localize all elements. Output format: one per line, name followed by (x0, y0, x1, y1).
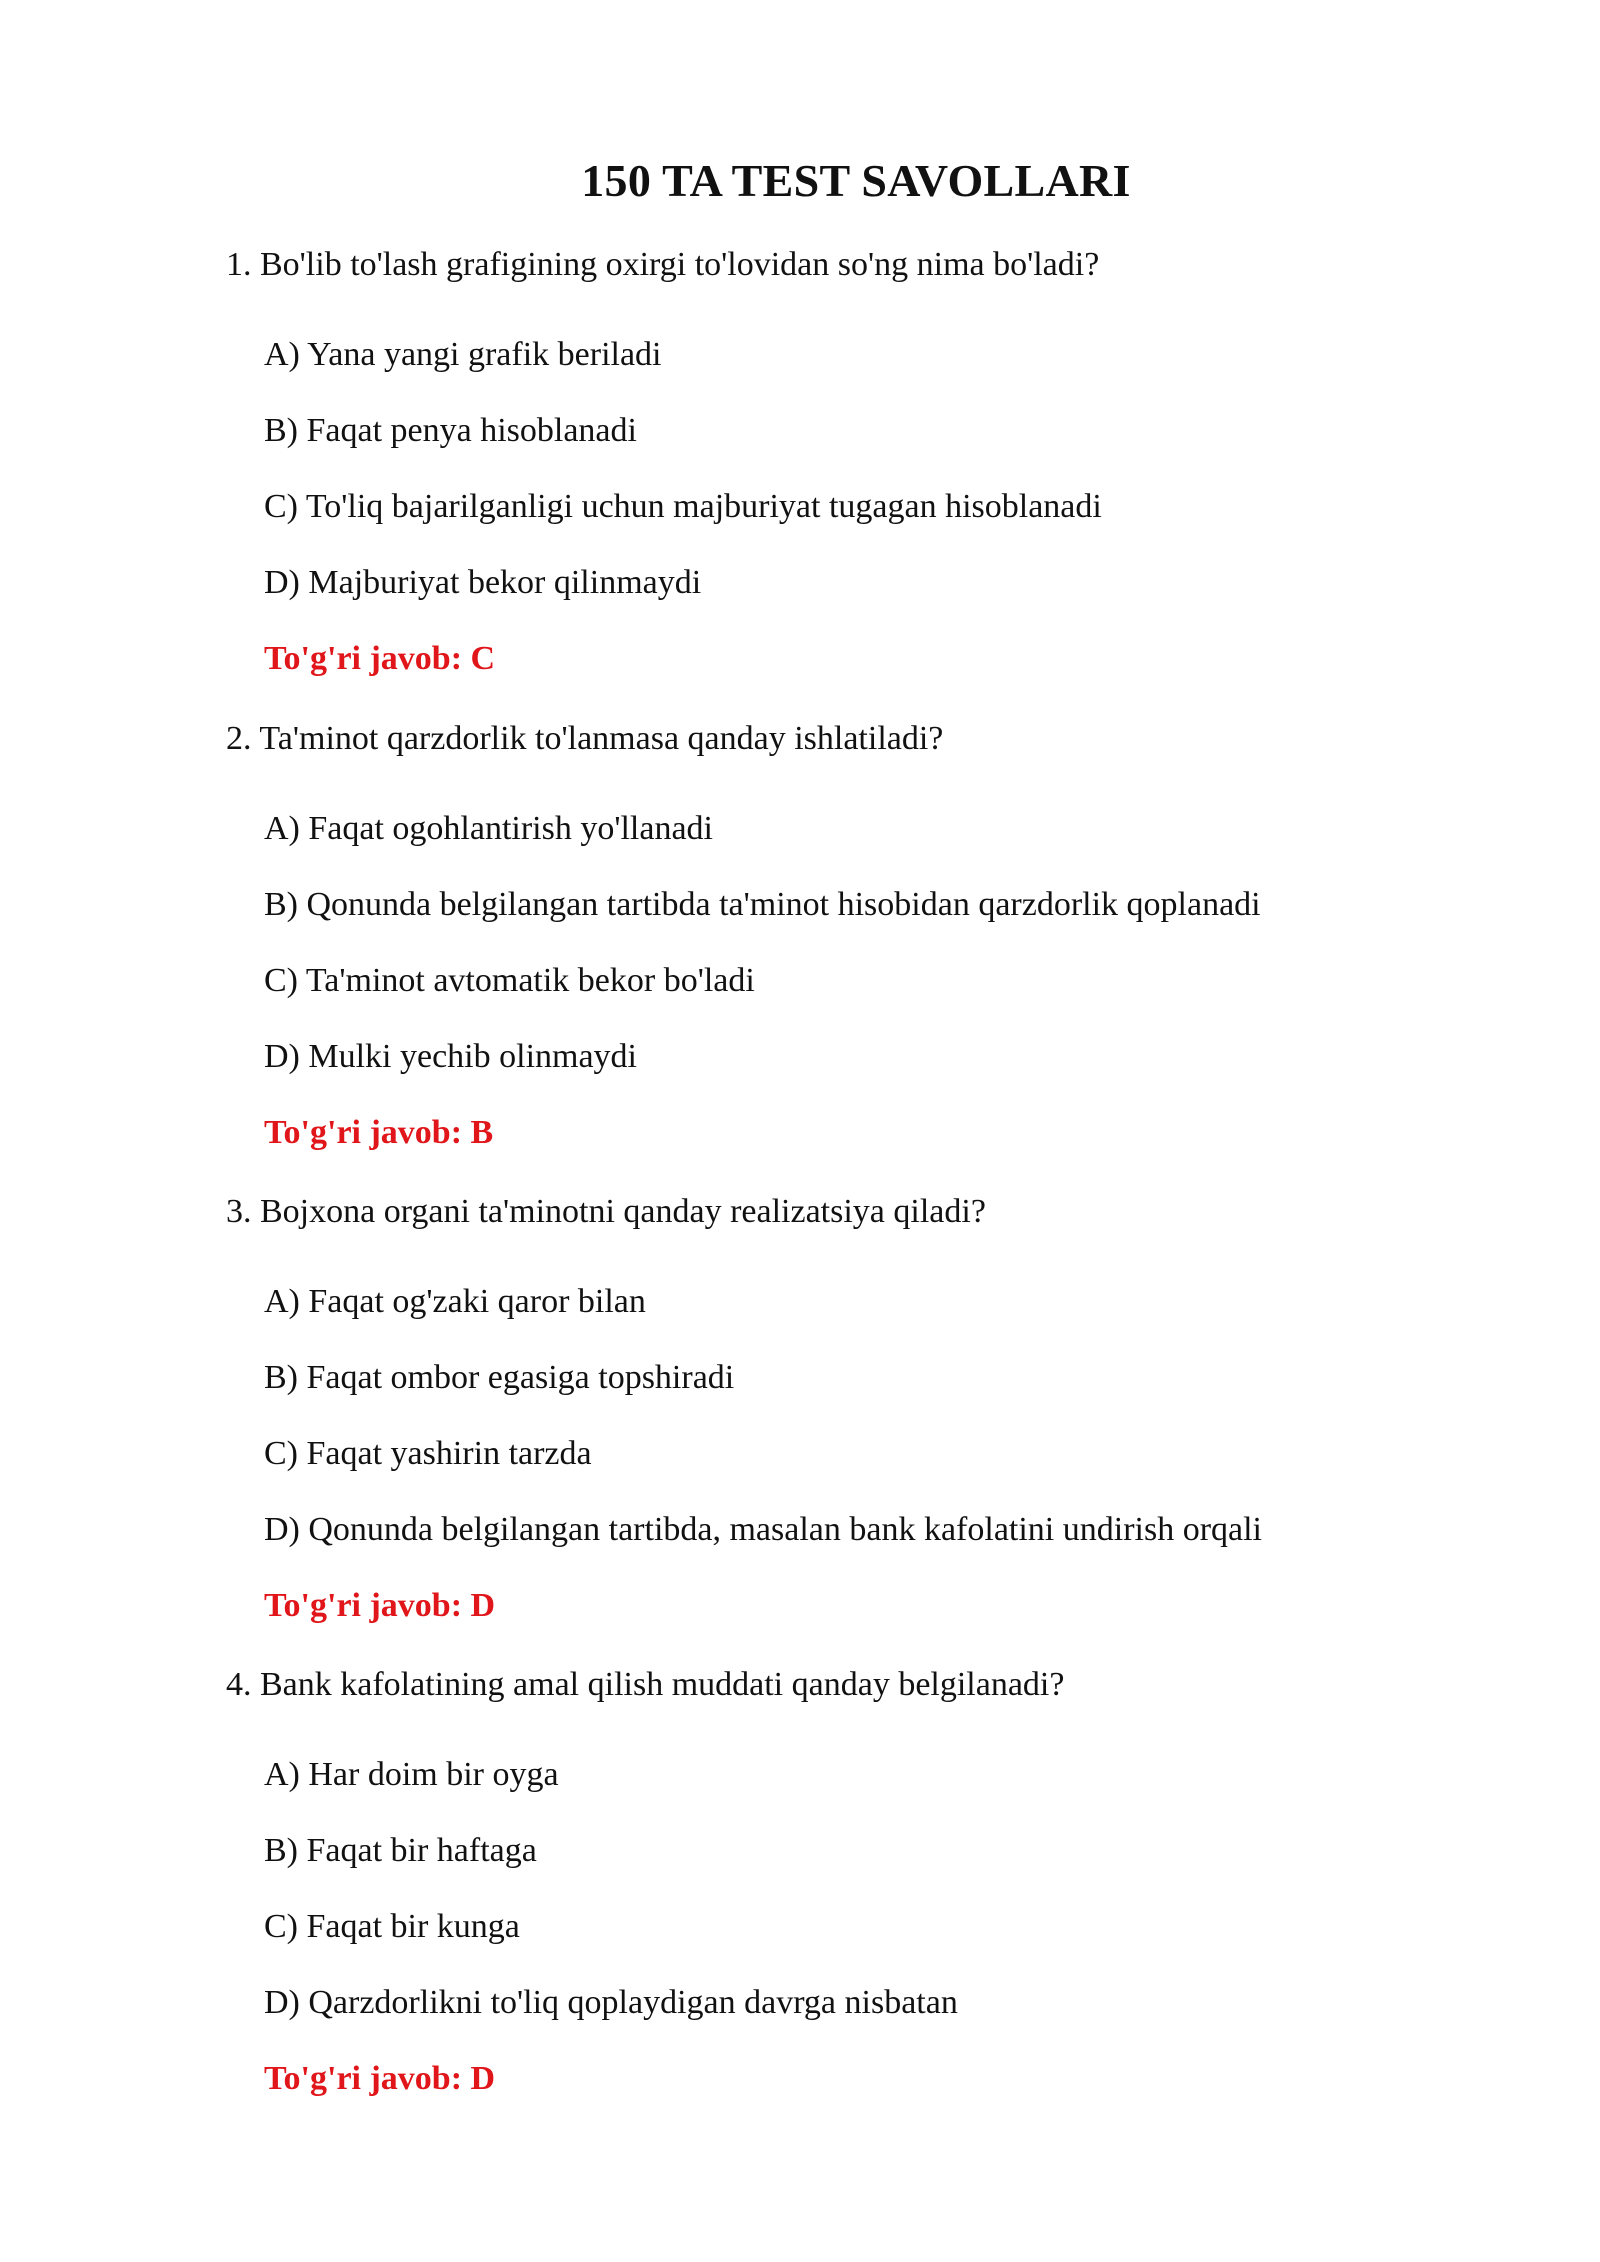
options-list (264, 807, 1426, 1079)
option-d: D) Qonunda belgilangan tartibda, masalan bank kafolatini undirish orqali (264, 1511, 1263, 1548)
option-c: C) Faqat bir kunga (264, 1908, 520, 1945)
question-number: 2. (226, 720, 252, 757)
option-b: B) Faqat penya hisoblanadi (264, 412, 637, 449)
question-text (226, 1663, 1426, 1707)
correct-answer: To'g'ri javob: D (264, 2060, 496, 2097)
option-a: A) Har doim bir oyga (264, 1756, 559, 1793)
correct-answer: To'g'ri javob: B (264, 1114, 494, 1151)
option-d: D) Qarzdorlikni to'liq qoplaydigan davrga nisbatan (264, 1984, 958, 2021)
question-text (226, 717, 1426, 761)
correct-answer: To'g'ri javob: D (264, 1587, 496, 1624)
option-c: C) Ta'minot avtomatik bekor bo'ladi (264, 962, 755, 999)
option-c: C) Faqat yashirin tarzda (264, 1435, 592, 1472)
option-b: B) Qonunda belgilangan tartibda ta'minot hisobidan qarzdorlik qoplanadi (264, 886, 1261, 923)
question-label: Bank kafolatining amal qilish muddati qanday belgilanadi? (260, 1666, 1065, 1703)
document-title: 150 TA TEST SAVOLLARI (581, 155, 1131, 206)
option-d: D) Mulki yechib olinmaydi (264, 1038, 638, 1075)
question-number: 1. (226, 246, 252, 283)
option-d: D) Majburiyat bekor qilinmaydi (264, 564, 702, 601)
question-label: Bo'lib to'lash grafigining oxirgi to'lovidan so'ng nima bo'ladi? (260, 246, 1100, 283)
options-list (264, 333, 1426, 605)
options-list (264, 1753, 1426, 2025)
question-number: 4. (226, 1666, 252, 1703)
option-c: C) To'liq bajarilganligi uchun majburiyat tugagan hisoblanadi (264, 488, 1102, 525)
question-label: Bojxona organi ta'minotni qanday realizatsiya qiladi? (260, 1193, 986, 1230)
option-a: A) Faqat ogohlantirish yo'llanadi (264, 810, 713, 847)
question-text (226, 243, 1426, 287)
correct-answer: To'g'ri javob: C (264, 640, 496, 677)
option-a: A) Yana yangi grafik beriladi (264, 336, 662, 373)
options-list (264, 1280, 1426, 1552)
question-label: Ta'minot qarzdorlik to'lanmasa qanday ishlatiladi? (259, 720, 944, 757)
question-block (226, 1663, 1426, 2101)
option-a: A) Faqat og'zaki qaror bilan (264, 1283, 646, 1320)
question-block (226, 717, 1426, 1155)
question-number: 3. (226, 1193, 252, 1230)
question-block (226, 243, 1426, 681)
option-b: B) Faqat ombor egasiga topshiradi (264, 1359, 735, 1396)
question-block (226, 1190, 1426, 1628)
question-text (226, 1190, 1426, 1234)
option-b: B) Faqat bir haftaga (264, 1832, 537, 1869)
